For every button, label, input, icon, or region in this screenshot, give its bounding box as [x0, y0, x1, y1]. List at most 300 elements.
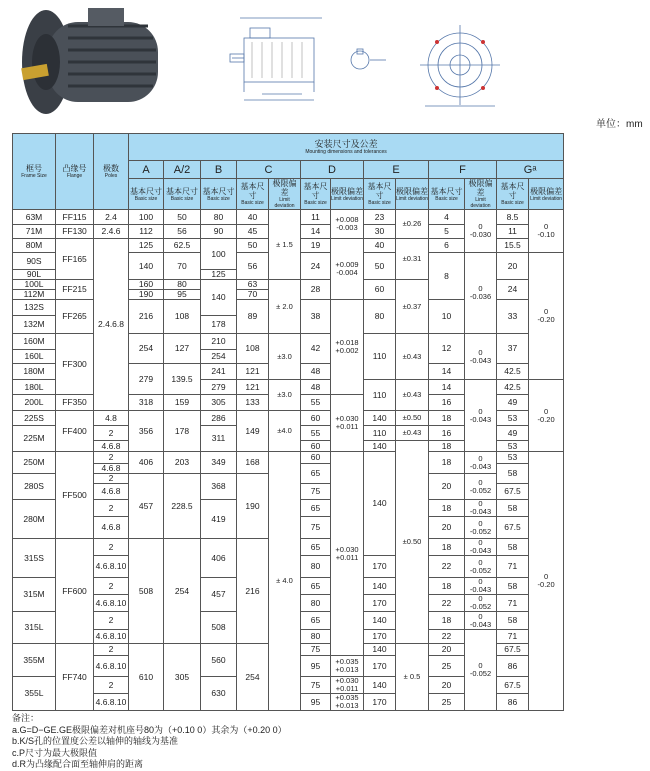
subheader-limit-deviation — [269, 179, 301, 210]
cell-f-basic: 25 — [429, 694, 465, 711]
subheader-basic-size — [237, 179, 269, 210]
cell-frame: 225M — [13, 426, 56, 452]
cell-e-basic: 30 — [364, 225, 396, 239]
cell-d-basic: 95 — [301, 694, 331, 711]
cell-g-basic: 33 — [497, 300, 529, 334]
cell-flange: FF350 — [56, 395, 94, 411]
cell-frame: 355L — [13, 677, 56, 711]
cell-e-basic: 110 — [364, 426, 396, 441]
unit-label: 单位：mm — [596, 119, 643, 130]
cell-poles: 4.6.8.10 — [94, 694, 129, 711]
subheader-en: Basic size — [304, 200, 327, 206]
cell-d-basic: 75 — [301, 517, 331, 539]
cell-poles: 4.6.8.10 — [94, 656, 129, 677]
cell-d-basic: 65 — [301, 500, 331, 517]
cell-frame: 280S — [13, 474, 56, 500]
dimensions-table — [12, 133, 564, 711]
cell-g-basic: 67.5 — [497, 677, 529, 694]
cell-g-basic: 49 — [497, 426, 529, 441]
header-poles — [94, 134, 129, 210]
cell-f-basic: 16 — [429, 426, 465, 441]
cell-poles: 2.4.6 — [94, 225, 129, 239]
cell-d-tol: +0.030 +0.011 — [331, 677, 364, 694]
cell-b: 241 — [201, 364, 237, 380]
cell-g-basic: 71 — [497, 595, 529, 612]
subheader-zh: 基本尺寸 — [166, 186, 198, 196]
cell-c-basic: 63 — [237, 280, 269, 290]
cell-b: 178 — [201, 316, 237, 334]
cell-e-basic: 140 — [364, 411, 396, 426]
cell-d-basic: 65 — [301, 464, 331, 484]
frame-zh: 框号 — [26, 164, 42, 173]
note-d: d.R为凸缘配合面至轴伸肩的距离 — [12, 759, 144, 769]
cell-f-basic: 18 — [429, 441, 465, 452]
cell-f-tol: 0 -0.043 — [465, 452, 497, 474]
note-b: b.K/S孔的位置度公差以轴伸的轴线为基准 — [12, 736, 179, 746]
cell-a2: 62.5 — [164, 239, 201, 253]
cell-f-basic: 22 — [429, 595, 465, 612]
cell-g-basic: 86 — [497, 656, 529, 677]
cell-g-basic: 53 — [497, 411, 529, 426]
cell-f-basic: 22 — [429, 556, 465, 578]
cell-poles: 2 — [94, 612, 129, 630]
side-view-drawing — [222, 10, 332, 110]
cell-e-basic: 23 — [364, 210, 396, 225]
cell-poles: 4.6.8 — [94, 517, 129, 539]
cell-g-basic: 58 — [497, 539, 529, 556]
cell-flange: FF500 — [56, 452, 94, 539]
cell-a: 610 — [129, 644, 164, 711]
cell-f-basic: 8 — [429, 253, 465, 300]
subheader-en: Basic size — [207, 195, 230, 202]
cell-b: 286 — [201, 411, 237, 426]
cell-flange: FF740 — [56, 644, 94, 711]
cell-e-tol: ±0.50 — [396, 441, 429, 644]
cell-f-basic: 16 — [429, 395, 465, 411]
subheader-zh: 基本尺寸 — [430, 186, 463, 196]
cell-d-basic: 38 — [301, 300, 331, 334]
cell-g-basic: 71 — [497, 630, 529, 644]
header-g: Gᵃ — [497, 161, 564, 179]
cell-c-basic: 216 — [237, 539, 269, 644]
cell-f-basic: 10 — [429, 300, 465, 334]
cell-poles: 2 — [94, 452, 129, 464]
cell-d-basic: 60 — [301, 452, 331, 464]
cell-f-tol: 0 -0.043 — [465, 334, 497, 380]
cell-d-basic: 48 — [301, 364, 331, 380]
subheader-zh: 基本尺寸 — [130, 186, 162, 196]
cell-g-tol: 0 -0.10 — [529, 210, 564, 253]
cell-flange: FF300 — [56, 334, 94, 395]
cell-a2: 305 — [164, 644, 201, 711]
cell-a: 508 — [129, 539, 164, 644]
cell-b: 254 — [201, 350, 237, 364]
flange-zh: 凸缘号 — [62, 164, 87, 173]
subheader-basic-size — [129, 179, 164, 210]
cell-g-tol: 0 -0.20 — [529, 452, 564, 711]
cell-d-basic: 55 — [301, 426, 331, 441]
cell-d-basic: 65 — [301, 539, 331, 556]
cell-g-basic: 71 — [497, 556, 529, 578]
cell-f-basic: 22 — [429, 630, 465, 644]
cell-g-basic: 8.5 — [497, 210, 529, 225]
cell-a2: 95 — [164, 290, 201, 300]
cell-c-basic: 40 — [237, 210, 269, 225]
table-row — [13, 452, 564, 464]
subheader-en: Basic size — [435, 195, 458, 202]
cell-a: 190 — [129, 290, 164, 300]
cell-e-basic: 40 — [364, 239, 396, 253]
cell-poles: 4.6.8 — [94, 484, 129, 500]
header-flange — [56, 134, 94, 210]
cell-a: 356 — [129, 411, 164, 452]
cell-e-tol: ±0.43 — [396, 426, 429, 441]
subheader-zh: 基本尺寸 — [367, 182, 392, 200]
cell-frame: 355M — [13, 644, 56, 677]
cell-d-basic: 65 — [301, 612, 331, 630]
cell-g-basic: 49 — [497, 395, 529, 411]
cell-f-basic: 20 — [429, 677, 465, 694]
cell-e-tol: ±0.26 — [396, 210, 429, 239]
cell-poles: 4.6.8 — [94, 441, 129, 452]
shaft-section-drawing — [340, 40, 390, 85]
cell-d-basic: 75 — [301, 644, 331, 656]
cell-f-tol: 0 -0.052 — [465, 556, 497, 578]
subheader-en: Limit deviation — [331, 195, 363, 202]
cell-g-basic: 53 — [497, 452, 529, 464]
cell-flange: FF600 — [56, 539, 94, 644]
cell-a: 254 — [129, 334, 164, 364]
cell-c-basic: 133 — [237, 395, 269, 411]
cell-e-basic: 110 — [364, 380, 396, 411]
cell-f-basic: 18 — [429, 411, 465, 426]
cell-c-basic: 121 — [237, 380, 269, 395]
cell-f-tol: 0 -0.052 — [465, 474, 497, 500]
cell-frame: 80M — [13, 239, 56, 253]
subheader-en: Limit deviation — [530, 195, 563, 202]
cell-f-basic: 20 — [429, 474, 465, 500]
cell-f-basic: 14 — [429, 364, 465, 380]
subheader-en: Basic size — [134, 195, 158, 202]
flange-en: Flange — [66, 173, 83, 179]
cell-a2: 139.5 — [164, 364, 201, 395]
cell-d-tol: +0.030 +0.011 — [331, 452, 364, 656]
cell-d-tol: +0.030 +0.011 — [331, 395, 364, 452]
cell-frame: 180L — [13, 380, 56, 395]
cell-frame: 315M — [13, 578, 56, 612]
cell-b: 80 — [201, 210, 237, 225]
frame-en: Frame Size — [21, 173, 47, 179]
cell-d-basic: 19 — [301, 239, 331, 253]
cell-g-basic: 67.5 — [497, 517, 529, 539]
subheader-en: Basic size — [170, 195, 194, 202]
cell-e-basic: 140 — [364, 578, 396, 595]
cell-a2: 228.5 — [164, 474, 201, 539]
cell-poles: 4.6.8.10 — [94, 595, 129, 612]
cell-g-basic: 24 — [497, 280, 529, 300]
subheader-limit-deviation — [465, 179, 497, 210]
cell-a2: 50 — [164, 210, 201, 225]
cell-c-basic: 89 — [237, 300, 269, 334]
cell-b: 349 — [201, 452, 237, 474]
cell-frame: 315S — [13, 539, 56, 578]
cell-poles: 2 — [94, 474, 129, 484]
cell-f-tol: 0 -0.043 — [465, 539, 497, 556]
cell-a2: 159 — [164, 395, 201, 411]
cell-e-basic: 140 — [364, 452, 396, 556]
cell-c-tol: ± 1.5 — [269, 210, 301, 280]
subheader-zh: 基本尺寸 — [240, 182, 265, 200]
cell-a2: 203 — [164, 452, 201, 474]
cell-g-tol: 0 -0.20 — [529, 380, 564, 452]
cell-b: 90 — [201, 225, 237, 239]
cell-e-basic: 110 — [364, 334, 396, 380]
cell-c-tol: ± 2.0 — [269, 280, 301, 334]
cell-a: 457 — [129, 474, 164, 539]
cell-frame: 250M — [13, 452, 56, 474]
subheader-zh: 极限偏差 — [272, 179, 297, 197]
cell-a: 160 — [129, 280, 164, 290]
poles-zh: 极数 — [103, 164, 119, 173]
cell-g-basic: 11 — [497, 225, 529, 239]
cell-a: 112 — [129, 225, 164, 239]
cell-e-basic: 170 — [364, 656, 396, 677]
cell-poles: 2 — [94, 677, 129, 694]
cell-f-tol: 0 -0.036 — [465, 253, 497, 334]
cell-a: 125 — [129, 239, 164, 253]
note-c: c.P尺寸为最大极限值 — [12, 747, 98, 758]
cell-b: 508 — [201, 612, 237, 644]
cell-c-basic: 121 — [237, 364, 269, 380]
header-e: E — [364, 161, 429, 179]
subheader-basic-size — [201, 179, 237, 210]
group-zh: 安装尺寸及公差 — [314, 138, 378, 149]
cell-e-tol: ±0.43 — [396, 334, 429, 380]
cell-f-basic: 14 — [429, 380, 465, 395]
notes-title: 备注： — [12, 713, 40, 723]
cell-d-tol: +0.035 +0.013 — [331, 656, 364, 677]
cell-frame: 280M — [13, 500, 56, 539]
header-d: D — [301, 161, 364, 179]
cell-b: 125 — [201, 270, 237, 280]
cell-d-basic: 75 — [301, 677, 331, 694]
subheader-en: Limit deviation — [274, 197, 295, 209]
cell-e-basic: 170 — [364, 556, 396, 578]
cell-d-basic: 14 — [301, 225, 331, 239]
cell-d-basic: 80 — [301, 595, 331, 612]
poles-en: Poles — [104, 173, 118, 179]
cell-c-basic: 56 — [237, 253, 269, 280]
cell-frame: 180M — [13, 364, 56, 380]
cell-b: 311 — [201, 426, 237, 452]
cell-e-basic: 80 — [364, 300, 396, 334]
cell-f-basic: 20 — [429, 644, 465, 656]
subheader-limit-deviation — [529, 179, 564, 210]
cell-c-basic: 190 — [237, 474, 269, 539]
cell-frame: 160M — [13, 334, 56, 350]
cell-a2: 178 — [164, 411, 201, 452]
cell-g-basic: 37 — [497, 334, 529, 364]
cell-frame: 71M — [13, 225, 56, 239]
cell-a: 318 — [129, 395, 164, 411]
cell-frame: 132M — [13, 316, 56, 334]
cell-f-tol: 0 -0.052 — [465, 595, 497, 612]
cell-c-tol: ±3.0 — [269, 334, 301, 380]
cell-d-basic: 80 — [301, 630, 331, 644]
cell-poles: 2 — [94, 426, 129, 441]
cell-poles: 2 — [94, 539, 129, 556]
subheader-zh: 基本尺寸 — [303, 182, 328, 200]
cell-g-basic: 58 — [497, 464, 529, 484]
cell-c-basic: 254 — [237, 644, 269, 711]
cell-poles: 4.6.8 — [94, 464, 129, 474]
subheader-basic-size — [301, 179, 331, 210]
cell-d-tol: +0.009 -0.004 — [331, 239, 364, 300]
cell-c-basic: 70 — [237, 290, 269, 300]
cell-f-basic: 18 — [429, 452, 465, 474]
subheader-zh: 极限偏差 — [468, 179, 493, 197]
subheader-zh: 极限偏差 — [396, 186, 428, 196]
cell-d-basic: 65 — [301, 578, 331, 595]
subheader-zh: 极限偏差 — [530, 186, 563, 196]
cell-g-tol: 0 -0.20 — [529, 253, 564, 380]
cell-a2: 70 — [164, 253, 201, 280]
cell-f-basic: 4 — [429, 210, 465, 225]
cell-frame: 225S — [13, 411, 56, 426]
subheader-en: Basic size — [241, 200, 264, 206]
cell-poles: 2 — [94, 578, 129, 595]
cell-d-basic: 11 — [301, 210, 331, 225]
cell-flange: FF265 — [56, 300, 94, 334]
subheader-limit-deviation — [331, 179, 364, 210]
cell-poles: 2.4.6.8 — [94, 239, 129, 411]
cell-flange: FF165 — [56, 239, 94, 280]
cell-d-basic: 95 — [301, 656, 331, 677]
header-a2: A/2 — [164, 161, 201, 179]
cell-a: 216 — [129, 300, 164, 334]
cell-d-basic: 48 — [301, 380, 331, 395]
cell-f-basic: 20 — [429, 517, 465, 539]
cell-a: 406 — [129, 452, 164, 474]
header-a: A — [129, 161, 164, 179]
cell-g-basic: 67.5 — [497, 484, 529, 500]
cell-flange: FF215 — [56, 280, 94, 300]
cell-f-tol: 0 -0.052 — [465, 630, 497, 711]
cell-d-basic: 42 — [301, 334, 331, 364]
cell-g-basic: 42.5 — [497, 364, 529, 380]
cell-f-basic: 6 — [429, 239, 465, 253]
cell-f-tol: 0 -0.043 — [465, 500, 497, 517]
cell-b: 305 — [201, 395, 237, 411]
cell-f-tol: 0 -0.043 — [465, 578, 497, 595]
notes — [12, 713, 563, 771]
cell-g-basic: 58 — [497, 578, 529, 595]
cell-f-basic: 18 — [429, 500, 465, 517]
cell-b: 630 — [201, 677, 237, 711]
subheader-en: Limit deviation — [396, 195, 428, 202]
cell-f-basic: 25 — [429, 656, 465, 677]
cell-b: 279 — [201, 380, 237, 395]
group-en: Mounting dimensions and tolerances — [305, 148, 387, 155]
cell-b: 419 — [201, 500, 237, 539]
cell-e-basic: 140 — [364, 677, 396, 694]
cell-f-tol: 0 -0.043 — [465, 612, 497, 630]
cell-e-basic: 170 — [364, 630, 396, 644]
cell-b: 210 — [201, 334, 237, 350]
cell-b: 140 — [201, 280, 237, 316]
cell-e-tol: ±0.37 — [396, 280, 429, 334]
cell-c-tol: ±4.0 — [269, 411, 301, 452]
cell-e-basic: 140 — [364, 612, 396, 630]
cell-f-tol: 0 -0.052 — [465, 517, 497, 539]
cell-flange: FF400 — [56, 411, 94, 452]
cell-g-basic: 20 — [497, 253, 529, 280]
subheader-en: Basic size — [368, 200, 391, 206]
cell-frame: 63M — [13, 210, 56, 225]
subheader-basic-size — [429, 179, 465, 210]
cell-e-tol: ±0.50 — [396, 411, 429, 426]
cell-frame: 112M — [13, 290, 56, 300]
cell-flange: FF130 — [56, 225, 94, 239]
cell-f-basic: 18 — [429, 578, 465, 595]
cell-poles: 4.6.8.10 — [94, 556, 129, 578]
header-b: B — [201, 161, 237, 179]
cell-d-basic: 28 — [301, 280, 331, 300]
cell-c-basic: 149 — [237, 411, 269, 452]
cell-g-basic: 86 — [497, 694, 529, 711]
cell-c-basic: 108 — [237, 334, 269, 364]
cell-e-basic: 140 — [364, 644, 396, 656]
main-content — [12, 133, 563, 771]
flange-end-drawing — [405, 20, 515, 110]
cell-a: 140 — [129, 253, 164, 280]
cell-c-basic: 50 — [237, 239, 269, 253]
subheader-zh: 基本尺寸 — [500, 182, 525, 200]
motor-photo — [18, 4, 178, 122]
cell-e-tol: ±0.31 — [396, 239, 429, 280]
cell-g-basic: 53 — [497, 441, 529, 452]
cell-e-basic: 140 — [364, 441, 396, 452]
cell-b: 560 — [201, 644, 237, 677]
cell-frame: 160L — [13, 350, 56, 364]
cell-a: 100 — [129, 210, 164, 225]
cell-flange: FF115 — [56, 210, 94, 225]
cell-frame: 132S — [13, 300, 56, 316]
header-frame-size — [13, 134, 56, 210]
cell-f-basic: 18 — [429, 539, 465, 556]
cell-a2: 127 — [164, 334, 201, 364]
cell-d-tol: +0.008 -0.003 — [331, 210, 364, 239]
subheader-en: Basic size — [501, 200, 524, 206]
cell-poles: 2.4 — [94, 210, 129, 225]
cell-poles: 4.6.8.10 — [94, 630, 129, 644]
cell-frame: 90S — [13, 253, 56, 270]
subheader-en: Limit deviation — [470, 197, 491, 209]
cell-b: 100 — [201, 239, 237, 270]
cell-e-basic: 170 — [364, 595, 396, 612]
cell-f-tol: 0 -0.030 — [465, 210, 497, 253]
cell-a2: 80 — [164, 280, 201, 290]
cell-g-basic: 15.5 — [497, 239, 529, 253]
cell-d-basic: 60 — [301, 441, 331, 452]
cell-c-tol: ± 4.0 — [269, 452, 301, 711]
cell-c-basic: 168 — [237, 452, 269, 474]
cell-d-basic: 55 — [301, 395, 331, 411]
cell-g-basic: 58 — [497, 500, 529, 517]
cell-f-basic: 18 — [429, 612, 465, 630]
cell-f-tol: 0 -0.043 — [465, 380, 497, 452]
table-row — [13, 210, 564, 225]
